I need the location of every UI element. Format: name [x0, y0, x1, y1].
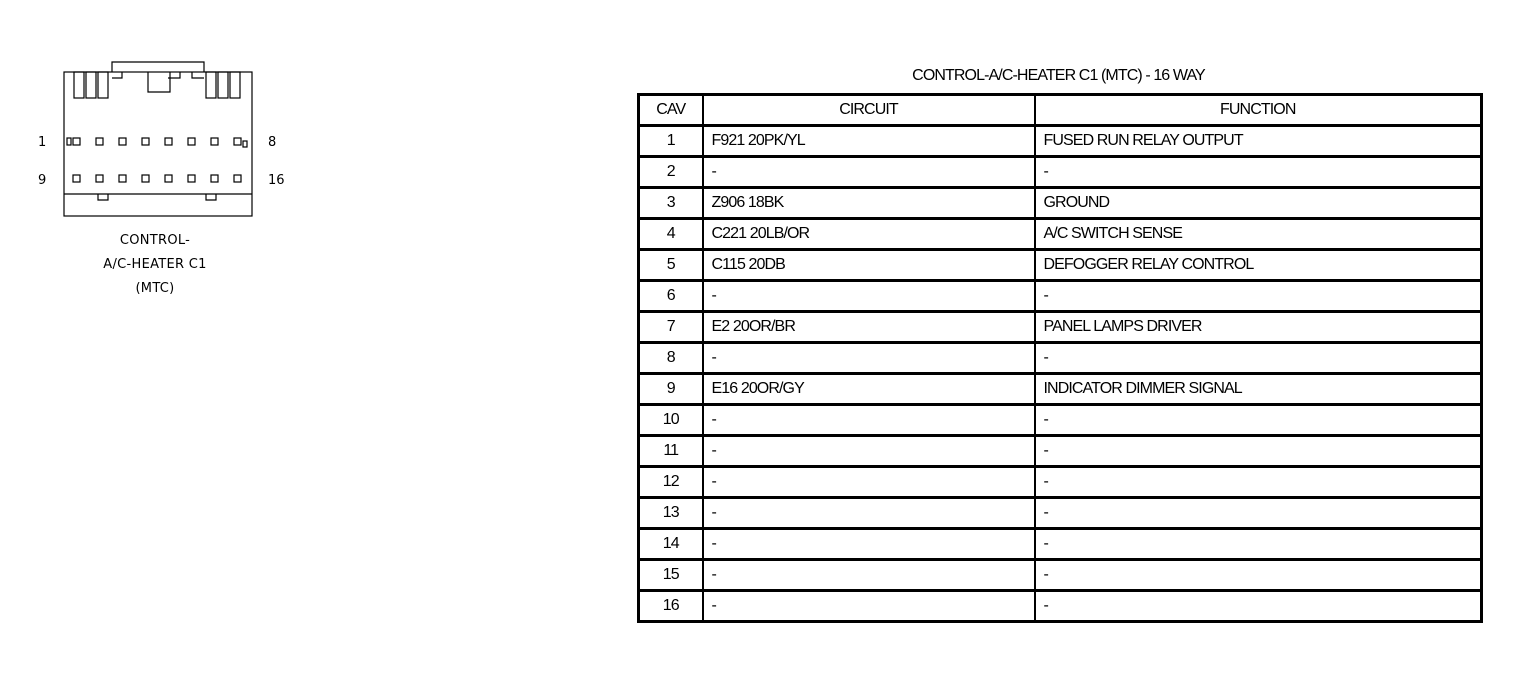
header-function: FUNCTION	[1035, 95, 1482, 126]
function-cell: -	[1035, 343, 1482, 374]
table-row	[639, 467, 1482, 498]
cav-cell: 1	[639, 126, 703, 157]
table-row	[639, 405, 1482, 436]
circuit-cell: -	[703, 157, 1035, 188]
cav-cell: 16	[639, 591, 703, 622]
pin-label-9: 9	[38, 173, 47, 188]
function-cell: DEFOGGER RELAY CONTROL	[1035, 250, 1482, 281]
pinout-table	[637, 93, 1483, 623]
function-cell: GROUND	[1035, 188, 1482, 219]
function-cell: -	[1035, 560, 1482, 591]
connector-label	[70, 229, 240, 301]
pin-label-8: 8	[268, 135, 277, 150]
function-cell: -	[1035, 405, 1482, 436]
table-title: CONTROL-A/C-HEATER C1 (MTC) - 16 WAY	[912, 67, 1205, 84]
circuit-cell: -	[703, 529, 1035, 560]
function-cell: A/C SWITCH SENSE	[1035, 219, 1482, 250]
table-row	[639, 374, 1482, 405]
function-cell: -	[1035, 467, 1482, 498]
table-row	[639, 436, 1482, 467]
circuit-cell: F921 20PK/YL	[703, 126, 1035, 157]
function-cell: -	[1035, 157, 1482, 188]
function-cell: -	[1035, 436, 1482, 467]
cav-cell: 8	[639, 343, 703, 374]
circuit-cell: E2 20OR/BR	[703, 312, 1035, 343]
table-row	[639, 281, 1482, 312]
function-cell: -	[1035, 529, 1482, 560]
function-cell: -	[1035, 498, 1482, 529]
circuit-cell: -	[703, 498, 1035, 529]
circuit-cell: C221 20LB/OR	[703, 219, 1035, 250]
pin-label-1: 1	[38, 135, 47, 150]
table-row	[639, 219, 1482, 250]
cav-cell: 3	[639, 188, 703, 219]
circuit-cell: C115 20DB	[703, 250, 1035, 281]
table-row	[639, 250, 1482, 281]
cav-cell: 5	[639, 250, 703, 281]
header-circuit: CIRCUIT	[703, 95, 1035, 126]
table-header-row	[639, 95, 1482, 126]
header-cav: CAV	[639, 95, 703, 126]
table-row	[639, 560, 1482, 591]
circuit-cell: -	[703, 405, 1035, 436]
cav-cell: 15	[639, 560, 703, 591]
cav-cell: 10	[639, 405, 703, 436]
table-row	[639, 529, 1482, 560]
circuit-cell: -	[703, 591, 1035, 622]
function-cell: PANEL LAMPS DRIVER	[1035, 312, 1482, 343]
connector-label-line: (MTC)	[135, 281, 175, 296]
cav-cell: 6	[639, 281, 703, 312]
table-row	[639, 157, 1482, 188]
cav-cell: 2	[639, 157, 703, 188]
function-cell: -	[1035, 281, 1482, 312]
circuit-cell: -	[703, 467, 1035, 498]
cavity-row-bottom	[73, 175, 241, 182]
circuit-cell: -	[703, 560, 1035, 591]
connector-label-line: CONTROL-	[119, 233, 191, 248]
circuit-cell: -	[703, 436, 1035, 467]
function-cell: FUSED RUN RELAY OUTPUT	[1035, 126, 1482, 157]
circuit-cell: -	[703, 281, 1035, 312]
cav-cell: 14	[639, 529, 703, 560]
table-row	[639, 591, 1482, 622]
connector-label-line: A/C-HEATER C1	[103, 257, 207, 272]
pin-label-16: 16	[268, 173, 285, 188]
cav-cell: 4	[639, 219, 703, 250]
cavity-row-top	[67, 138, 247, 147]
cav-cell: 9	[639, 374, 703, 405]
table-row	[639, 343, 1482, 374]
cav-cell: 12	[639, 467, 703, 498]
table-row	[639, 126, 1482, 157]
table-row	[639, 498, 1482, 529]
connector-diagram	[30, 58, 300, 308]
function-cell: -	[1035, 591, 1482, 622]
table-row	[639, 188, 1482, 219]
function-cell: INDICATOR DIMMER SIGNAL	[1035, 374, 1482, 405]
cav-cell: 13	[639, 498, 703, 529]
circuit-cell: Z906 18BK	[703, 188, 1035, 219]
cav-cell: 7	[639, 312, 703, 343]
cav-cell: 11	[639, 436, 703, 467]
circuit-cell: -	[703, 343, 1035, 374]
table-row	[639, 312, 1482, 343]
circuit-cell: E16 20OR/GY	[703, 374, 1035, 405]
